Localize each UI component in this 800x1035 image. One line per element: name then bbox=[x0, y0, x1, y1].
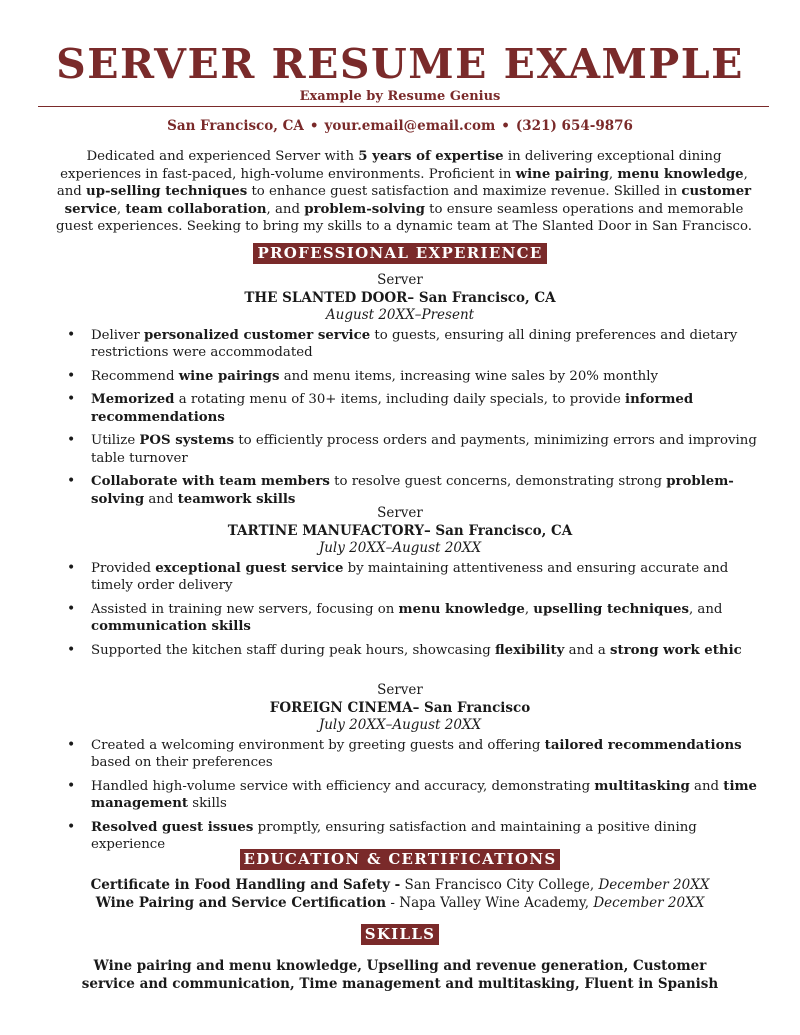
byline: Example by Resume Genius bbox=[299, 89, 501, 104]
section-title: SKILLS bbox=[361, 924, 440, 945]
job-dates: July 20XX–August 20XX bbox=[318, 540, 482, 556]
list-item: • Recommend wine pairings and menu items, increasing wine sales by 20% monthly bbox=[67, 367, 659, 384]
job-entry bbox=[0, 682, 800, 860]
list-item: • Deliver personalized customer service to guests, ensuring all dining preferences and dietary restrictions were accommodated bbox=[67, 326, 738, 360]
job-bullets bbox=[0, 737, 800, 854]
section-title: EDUCATION & CERTIFICATIONS bbox=[240, 849, 561, 870]
job-dates: August 20XX–Present bbox=[325, 307, 475, 323]
resume-title: SERVER RESUME EXAMPLE bbox=[56, 40, 744, 88]
education-list bbox=[0, 877, 800, 912]
job-entry bbox=[0, 505, 800, 665]
list-item: • Provided exceptional guest service by maintaining attentiveness and ensuring accurate and timely order delivery bbox=[67, 559, 729, 593]
job-company: TARTINE MANUFACTORY– San Francisco, CA bbox=[227, 522, 573, 539]
contact-separator: • bbox=[309, 118, 319, 134]
job-title: Server bbox=[377, 272, 423, 288]
section-title: PROFESSIONAL EXPERIENCE bbox=[253, 243, 546, 264]
skills-section-header bbox=[0, 924, 800, 945]
contact-separator: • bbox=[501, 118, 510, 134]
list-item: • Assisted in training new servers, focusing on menu knowledge, upselling techniques, and communication skills bbox=[67, 600, 723, 634]
education-item: Wine Pairing and Service Certification - Napa Valley Wine Academy, December 20XX bbox=[95, 894, 705, 911]
list-item: • Utilize POS systems to efficiently process orders and payments, minimizing errors and improving table turnover bbox=[67, 432, 757, 466]
job-entry bbox=[0, 272, 800, 514]
list-item: • Memorized a rotating menu of 30+ items, including daily specials, to provide informed recommendations bbox=[67, 391, 694, 425]
job-bullets bbox=[0, 560, 800, 660]
job-company: THE SLANTED DOOR– San Francisco, CA bbox=[244, 289, 556, 306]
experience-section-header bbox=[0, 243, 800, 264]
job-bullets bbox=[0, 327, 800, 509]
list-item: • Collaborate with team members to resolve guest concerns, demonstrating strong problem-solving and teamwork skills bbox=[67, 473, 734, 507]
job-title: Server bbox=[377, 505, 423, 521]
contact-location: San Francisco, CA bbox=[167, 118, 304, 134]
contact-line bbox=[0, 118, 800, 134]
list-item: • Handled high-volume service with efficiency and accuracy, demonstrating multitasking and time management skills bbox=[67, 777, 758, 811]
job-title: Server bbox=[377, 682, 423, 698]
contact-phone[interactable]: (321) 654-9876 bbox=[515, 118, 633, 134]
education-section-header bbox=[0, 849, 800, 870]
contact-email[interactable]: your.email@email.com bbox=[324, 118, 496, 134]
job-dates: July 20XX–August 20XX bbox=[318, 717, 482, 733]
list-item: • Supported the kitchen staff during peak hours, showcasing flexibility and a strong work ethic bbox=[67, 641, 742, 658]
education-item: Certificate in Food Handling and Safety - San Francisco City College, December 20XX bbox=[90, 877, 710, 893]
list-item: • Created a welcoming environment by greeting guests and offering tailored recommendations based on their preferences bbox=[67, 736, 742, 770]
professional-summary: Dedicated and experienced Server with 5 years of expertise in delivering exceptional dining experiences in fast-paced, high-volume environments. Proficient in wine pairing, menu knowledge, and up-selling techniques to enhance guest satisfaction and maximize revenue. Skilled in customer service, team collaboration, and problem-solving to ensure seamless operations and memorable guest experiences. Seeking to bring my skills to a dynamic team at The Slanted Door in San Francisco. bbox=[56, 149, 752, 234]
list-item: • Resolved guest issues promptly, ensuring satisfaction and maintaining a positive dining experience bbox=[67, 818, 697, 852]
job-company: FOREIGN CINEMA– San Francisco bbox=[269, 699, 531, 716]
skills-list: Wine pairing and menu knowledge, Upselling and revenue generation, Customer service and communication, Time management and multitasking, Fluent in Spanish bbox=[81, 958, 719, 992]
header-divider bbox=[38, 106, 769, 107]
